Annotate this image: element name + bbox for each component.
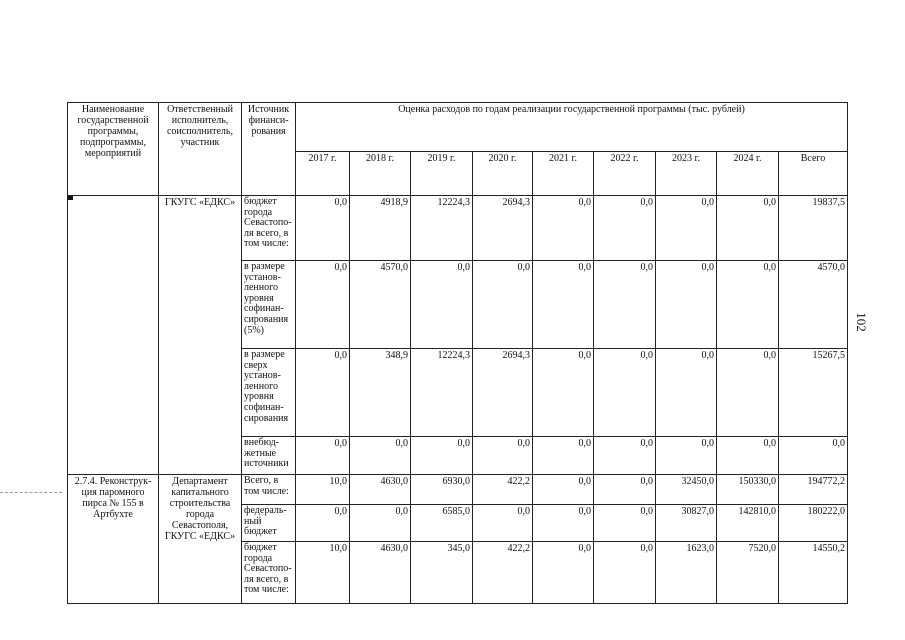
cell-value: 4630,0	[350, 542, 411, 604]
cell-value: 0,0	[533, 475, 594, 505]
row-source: федераль-ный бюджет	[242, 505, 296, 542]
cell-value: 0,0	[533, 437, 594, 475]
cell-value: 0,0	[656, 261, 717, 349]
cell-value: 0,0	[296, 261, 350, 349]
row-source: в размере установ-ленного уровня софинан-сирования (5%)	[242, 261, 296, 349]
cell-value: 12224,3	[411, 196, 473, 261]
row-source: бюджет города Севастопо-ля всего, в том числе:	[242, 542, 296, 604]
header-estimate: Оценка расходов по годам реализации государственной программы (тыс. рублей)	[296, 103, 848, 152]
header-executor: Ответственный исполнитель, соисполнитель, участник	[159, 103, 242, 196]
cell-value: 0,0	[717, 437, 779, 475]
header-total: Всего	[779, 152, 848, 196]
table-row	[68, 475, 848, 505]
cell-total: 180222,0	[779, 505, 848, 542]
cell-value: 7520,0	[717, 542, 779, 604]
cell-total: 14550,2	[779, 542, 848, 604]
cell-total: 15267,5	[779, 349, 848, 437]
block1-executor: ГКУГС «ЕДКС»	[159, 196, 242, 475]
cell-value: 0,0	[594, 349, 656, 437]
cell-value: 2694,3	[473, 196, 533, 261]
cell-value: 0,0	[411, 437, 473, 475]
cell-value: 0,0	[473, 437, 533, 475]
header-year-2024: 2024 г.	[717, 152, 779, 196]
cell-value: 0,0	[656, 437, 717, 475]
header-year-2017: 2017 г.	[296, 152, 350, 196]
cell-value: 142810,0	[717, 505, 779, 542]
cell-value: 0,0	[717, 349, 779, 437]
row-source: Всего, в том числе:	[242, 475, 296, 505]
header-year-2020: 2020 г.	[473, 152, 533, 196]
header-year-2023: 2023 г.	[656, 152, 717, 196]
cell-value: 0,0	[533, 196, 594, 261]
cell-value: 6585,0	[411, 505, 473, 542]
cell-value: 0,0	[533, 542, 594, 604]
cell-value: 0,0	[594, 505, 656, 542]
cell-value: 4918,9	[350, 196, 411, 261]
budget-table	[67, 102, 848, 604]
cell-value: 0,0	[594, 261, 656, 349]
cell-value: 150330,0	[717, 475, 779, 505]
cell-value: 10,0	[296, 475, 350, 505]
cell-value: 0,0	[533, 505, 594, 542]
cell-value: 6930,0	[411, 475, 473, 505]
cell-value: 348,9	[350, 349, 411, 437]
cell-value: 0,0	[533, 349, 594, 437]
cell-total: 194772,2	[779, 475, 848, 505]
cell-value: 0,0	[473, 505, 533, 542]
block2-name: 2.7.4. Реконструк-ция паромного пирса № 155 в Артбухте	[68, 475, 159, 604]
block2-executor: Департамент капитального строительства города Севастополя, ГКУГС «ЕДКС»	[159, 475, 242, 604]
cell-value: 0,0	[594, 196, 656, 261]
cell-value: 0,0	[296, 349, 350, 437]
cell-value: 0,0	[350, 437, 411, 475]
header-year-2018: 2018 г.	[350, 152, 411, 196]
budget-table-container	[67, 102, 848, 604]
cell-value: 0,0	[594, 437, 656, 475]
cell-value: 0,0	[656, 349, 717, 437]
cell-total: 0,0	[779, 437, 848, 475]
cell-value: 0,0	[296, 505, 350, 542]
margin-dash-line	[0, 492, 62, 494]
cell-value: 0,0	[717, 196, 779, 261]
header-year-2019: 2019 г.	[411, 152, 473, 196]
header-year-2021: 2021 г.	[533, 152, 594, 196]
cell-value: 345,0	[411, 542, 473, 604]
cell-value: 422,2	[473, 475, 533, 505]
cell-value: 0,0	[656, 196, 717, 261]
table-row	[68, 196, 848, 261]
cell-value: 0,0	[350, 505, 411, 542]
row-source: внебюд-жетные источники	[242, 437, 296, 475]
cell-total: 4570,0	[779, 261, 848, 349]
cell-value: 0,0	[533, 261, 594, 349]
cell-value: 10,0	[296, 542, 350, 604]
cell-value: 2694,3	[473, 349, 533, 437]
cell-value: 0,0	[594, 542, 656, 604]
cell-value: 4630,0	[350, 475, 411, 505]
cell-value: 0,0	[594, 475, 656, 505]
cell-value: 32450,0	[656, 475, 717, 505]
cell-value: 0,0	[717, 261, 779, 349]
cell-value: 0,0	[411, 261, 473, 349]
header-year-2022: 2022 г.	[594, 152, 656, 196]
cell-value: 30827,0	[656, 505, 717, 542]
cell-value: 0,0	[473, 261, 533, 349]
row-source: в размере сверх установ-ленного уровня софинан-сирования	[242, 349, 296, 437]
cell-value: 1623,0	[656, 542, 717, 604]
block1-name-cell	[68, 196, 159, 475]
page-number: 102	[853, 312, 869, 332]
cell-total: 19837,5	[779, 196, 848, 261]
header-name: Наименование государственной программы, подпрограммы, мероприятий	[68, 103, 159, 196]
cell-value: 0,0	[296, 196, 350, 261]
cell-value: 422,2	[473, 542, 533, 604]
row-source: бюджет города Севастопо-ля всего, в том числе:	[242, 196, 296, 261]
cell-value: 0,0	[296, 437, 350, 475]
header-source: Источник финанси-рования	[242, 103, 296, 196]
cell-value: 4570,0	[350, 261, 411, 349]
cell-value: 12224,3	[411, 349, 473, 437]
